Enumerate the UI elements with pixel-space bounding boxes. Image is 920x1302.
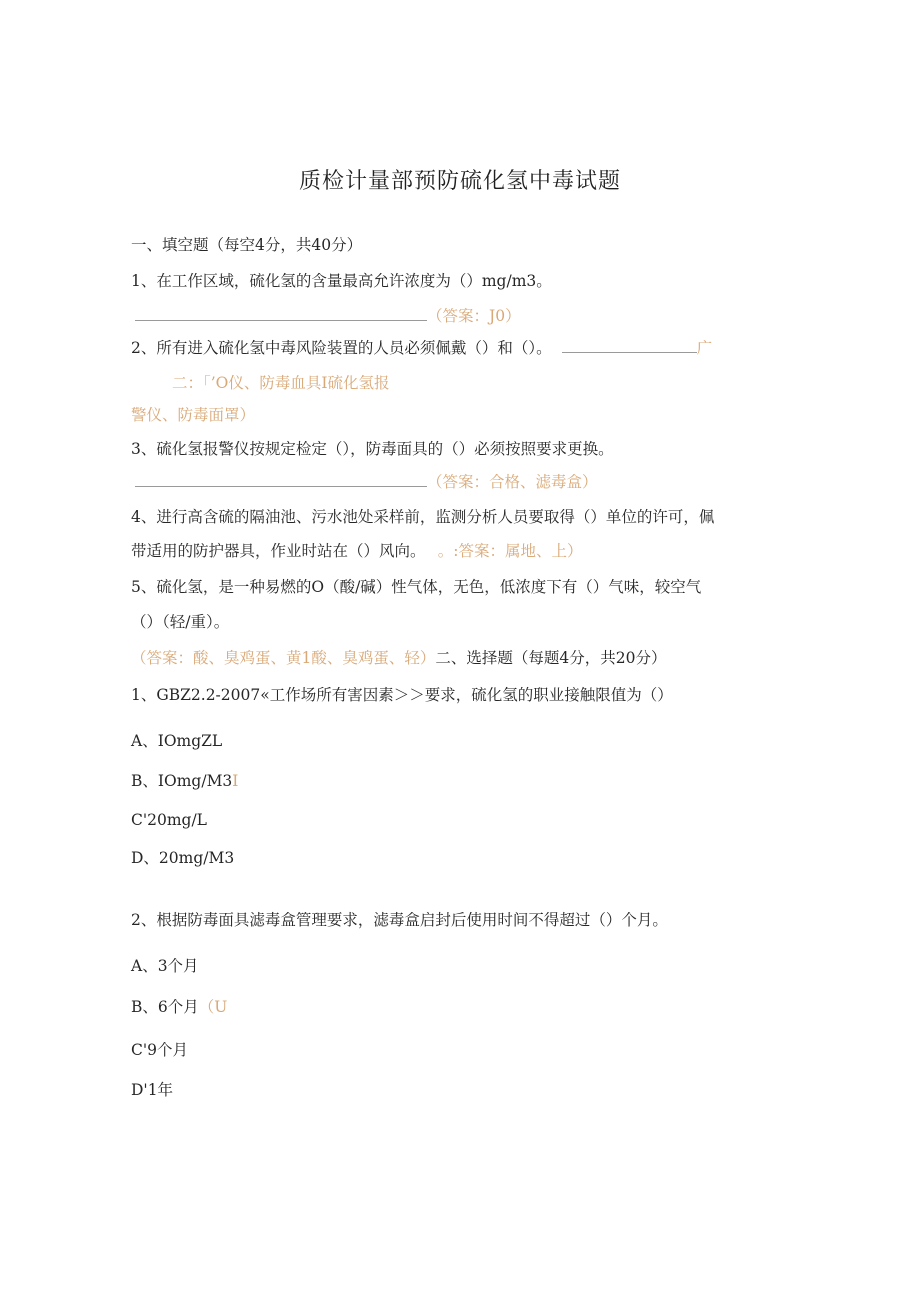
mc1-option-b-text: B、IOmg/M3 xyxy=(131,772,233,790)
answer-3-line xyxy=(135,471,598,493)
section1-heading: 一、填空题（每空4分，共40分） xyxy=(131,236,363,254)
mc2-option-d: D'1年 xyxy=(131,1081,174,1099)
mc2-option-b xyxy=(131,996,227,1018)
answer-2-line1: 二：「’O仪、防毒血具I硫化氢报 xyxy=(172,374,390,392)
question-4-text: 带适用的防护器具，作业时站在（）风向。 xyxy=(131,542,418,560)
question-2-text: 2、所有进入硫化氢中毒风险装置的人员必须佩戴（）和（）。 xyxy=(131,339,552,357)
answer-5-line xyxy=(131,647,666,669)
answer-blank xyxy=(135,306,427,321)
question-4-line2 xyxy=(131,540,583,562)
answer-2-line2: 警仪、防毒面罩） xyxy=(131,406,256,424)
answer-4: 。:答案：属地、上） xyxy=(437,542,583,560)
page-title: 质检计量部预防硫化氢中毒试题 xyxy=(298,169,621,194)
question-2 xyxy=(131,337,712,359)
answer-5: （答案：酸、臭鸡蛋、黄1酸、臭鸡蛋、轻） xyxy=(131,649,436,667)
question-4-line1: 4、进行高含硫的隔油池、污水池处采样前，监测分析人员要取得（）单位的许可，佩 xyxy=(131,508,715,526)
question-1: 1、在工作区域，硫化氢的含量最高允许浓度为（）mg/m3。 xyxy=(131,272,552,290)
question-3: 3、硫化氢报警仪按规定检定（），防毒面具的（）必须按照要求更换。 xyxy=(131,440,614,458)
mc2-option-c: C'9个月 xyxy=(131,1041,188,1059)
mc1-answer-mark: I xyxy=(232,772,239,790)
mc1-option-d: D、20mg/M3 xyxy=(131,849,235,867)
question-5-line1: 5、硫化氢，是一种易燃的O（酸/碱）性气体，无色，低浓度下有（）气味，较空气 xyxy=(131,578,702,596)
mc1-option-c: C'20mg/L xyxy=(131,811,207,829)
mc2-answer-mark: （U xyxy=(198,998,228,1016)
mc-question-1: 1、GBZ2.2-2007«工作场所有害因素＞＞要求，硫化氢的职业接触限值为（） xyxy=(131,686,673,704)
mc2-option-b-text: B、6个月 xyxy=(131,998,199,1016)
answer-blank xyxy=(562,338,697,353)
question-5-line2: （）（轻/重）。 xyxy=(131,613,230,631)
answer-blank xyxy=(135,472,427,487)
answer-3: （答案：合格、滤毒盒） xyxy=(427,473,598,491)
mc1-option-a: A、IOmgZL xyxy=(131,732,223,750)
section2-heading: 二、选择题（每题4分，共20分） xyxy=(435,649,667,667)
answer-1-line xyxy=(135,305,521,327)
question-2-tail: 广 xyxy=(696,339,713,357)
mc2-option-a: A、3个月 xyxy=(131,957,199,975)
mc-question-2: 2、根据防毒面具滤毒盒管理要求，滤毒盒启封后使用时间不得超过（）个月。 xyxy=(131,911,668,929)
answer-1: （答案：J0） xyxy=(427,307,521,325)
mc1-option-b xyxy=(131,770,238,792)
